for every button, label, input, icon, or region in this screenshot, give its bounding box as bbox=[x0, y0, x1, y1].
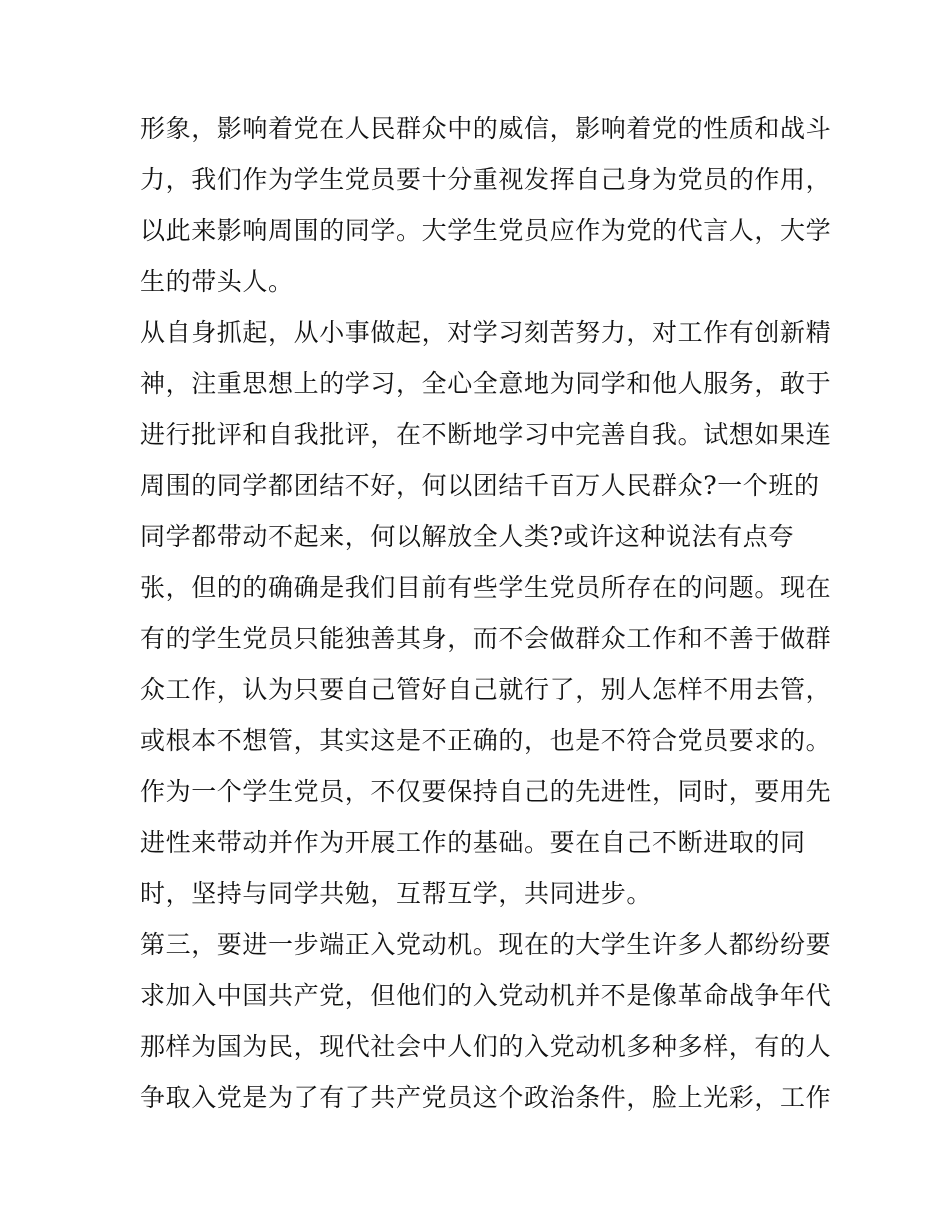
text-line: 或根本不想管，其实这是不正确的，也是不符合党员要求的。 bbox=[140, 726, 832, 755]
text-line: 那样为国为民，现代社会中人们的入党动机多种多样，有的人 bbox=[140, 1032, 832, 1061]
text-line: 时，坚持与同学共勉，互帮互学，共同进步。 bbox=[140, 879, 653, 908]
text-line: 进性来带动并作为开展工作的基础。要在自己不断进取的同 bbox=[140, 828, 806, 857]
text-line: 以此来影响周围的同学。大学生党员应作为党的代言人，大学 bbox=[140, 216, 832, 245]
text-line: 周围的同学都团结不好，何以团结千百万人民群众?一个班的 bbox=[140, 471, 820, 500]
text-line: 作为一个学生党员，不仅要保持自己的先进性，同时，要用先 bbox=[140, 777, 832, 806]
text-line: 张，但的的确确是我们目前有些学生党员所存在的问题。现在 bbox=[140, 573, 832, 602]
body-text bbox=[140, 103, 830, 1123]
text-line: 形象，影响着党在人民群众中的威信，影响着党的性质和战斗 bbox=[140, 114, 832, 143]
text-line: 求加入中国共产党，但他们的入党动机并不是像革命战争年代 bbox=[140, 981, 832, 1010]
text-line: 生的带头人。 bbox=[140, 267, 294, 296]
text-line: 争取入党是为了有了共产党员这个政治条件，脸上光彩，工作 bbox=[140, 1083, 832, 1112]
text-line: 神，注重思想上的学习，全心全意地为同学和他人服务，敢于 bbox=[140, 369, 832, 398]
text-line: 第三，要进一步端正入党动机。现在的大学生许多人都纷纷要 bbox=[140, 930, 832, 959]
text-line: 有的学生党员只能独善其身，而不会做群众工作和不善于做群 bbox=[140, 624, 832, 653]
text-line: 从自身抓起，从小事做起，对学习刻苦努力，对工作有创新精 bbox=[140, 318, 832, 347]
text-line: 力，我们作为学生党员要十分重视发挥自己身为党员的作用， bbox=[140, 165, 832, 194]
text-line: 进行批评和自我批评，在不断地学习中完善自我。试想如果连 bbox=[140, 420, 832, 449]
text-line: 同学都带动不起来，何以解放全人类?或许这种说法有点夸 bbox=[140, 522, 795, 551]
text-line: 众工作，认为只要自己管好自己就行了，别人怎样不用去管， bbox=[140, 675, 832, 704]
